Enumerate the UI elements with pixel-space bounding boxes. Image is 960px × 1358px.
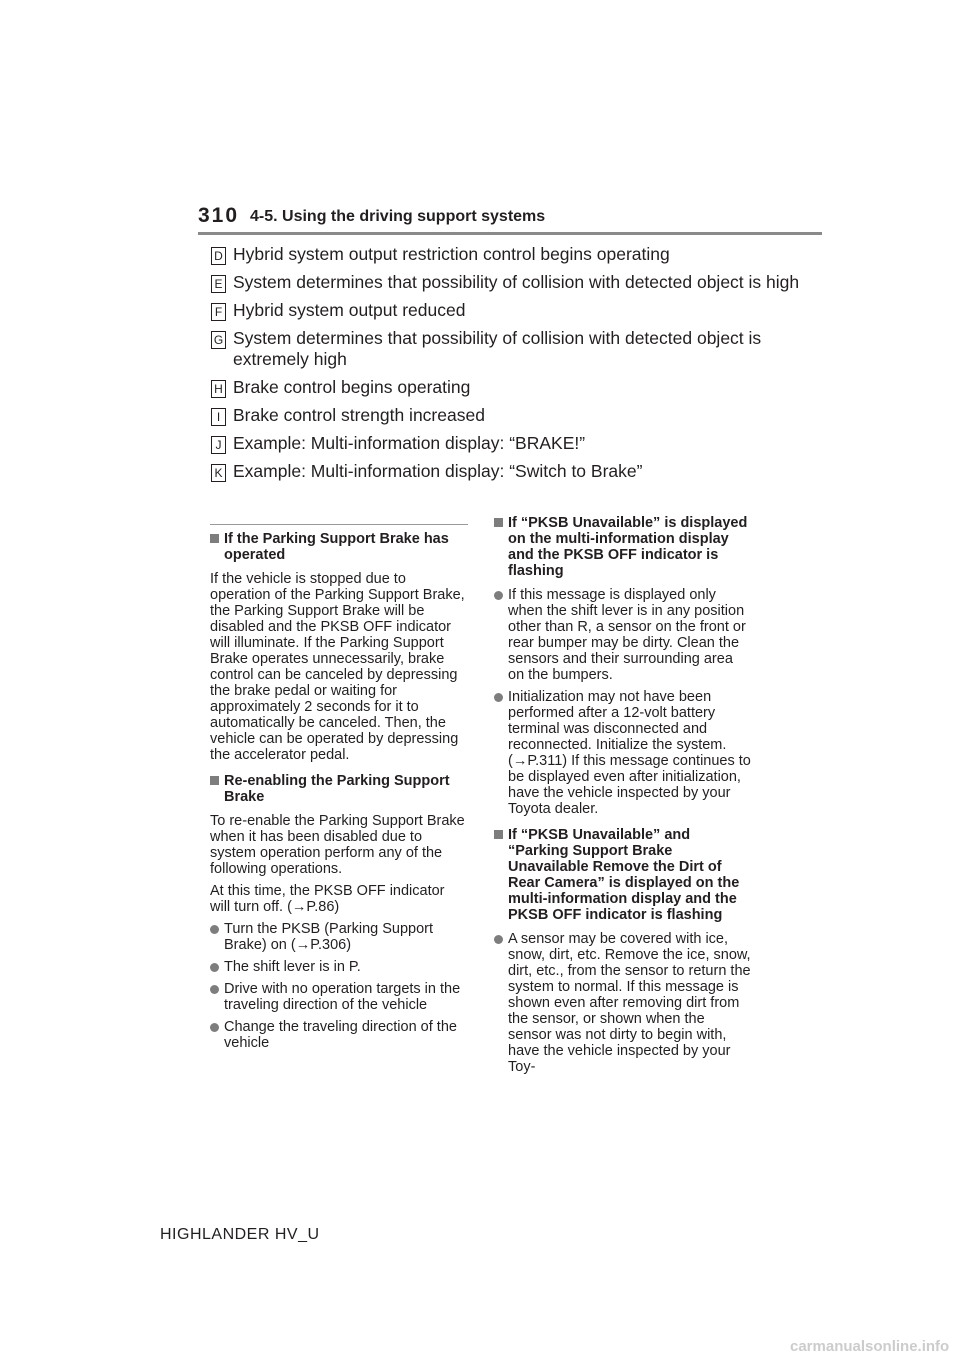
round-bullet-icon bbox=[210, 985, 219, 994]
step-badge: J bbox=[211, 436, 226, 454]
bullet-text: Change the traveling direction of the vehicle bbox=[224, 1019, 457, 1051]
subheading-text: If the Parking Support Brake has operated bbox=[224, 531, 449, 563]
bullet-text: Initialization may not have been performed after a 12-volt battery terminal was disconnected and reconnected. Initialize the system. (→P.311) If this message continues to be displayed even after initialization, have the vehicle inspected by your Toyota dealer. bbox=[508, 689, 751, 817]
bullet-item bbox=[494, 931, 752, 1075]
left-column bbox=[210, 524, 468, 1057]
footer-model: HIGHLANDER HV_U bbox=[160, 1226, 320, 1243]
step-list bbox=[211, 244, 811, 489]
step-item bbox=[211, 433, 811, 454]
bullet-item bbox=[210, 1019, 468, 1051]
step-text: System determines that possibility of collision with detected object is extremely high bbox=[233, 328, 762, 369]
subheading-text: If “PKSB Unavailable” is displayed on the multi-information display and the PKSB OFF indicator is flashing bbox=[508, 515, 748, 579]
round-bullet-icon bbox=[210, 925, 219, 934]
round-bullet-icon bbox=[210, 1023, 219, 1032]
step-item bbox=[211, 272, 811, 293]
step-text: Hybrid system output restriction control begins operating bbox=[233, 244, 670, 264]
step-text: Example: Multi-information display: “BRAKE!” bbox=[233, 433, 586, 453]
step-item bbox=[211, 244, 811, 265]
step-badge: G bbox=[211, 331, 226, 349]
paragraph: If the vehicle is stopped due to operation of the Parking Support Brake, the Parking Support Brake will be disabled and the PKSB OFF indicator will illuminate. If the Parking Support Brake operates unnecessarily, brake control can be canceled by depressing the brake pedal or waiting for approximately 2 seconds for it to automatically be canceled. Then, the vehicle can be operated by depressing the accelerator pedal. bbox=[210, 571, 465, 763]
step-text: System determines that possibility of collision with detected object is high bbox=[233, 272, 800, 292]
paragraph: At this time, the PKSB OFF indicator will turn off. (→P.86) bbox=[210, 883, 445, 915]
square-bullet-icon bbox=[210, 776, 219, 785]
round-bullet-icon bbox=[210, 963, 219, 972]
step-text: Brake control strength increased bbox=[233, 405, 485, 425]
step-text: Example: Multi-information display: “Switch to Brake” bbox=[233, 461, 643, 481]
step-badge: D bbox=[211, 247, 226, 265]
right-column bbox=[494, 515, 752, 1081]
paragraph: To re-enable the Parking Support Brake when it has been disabled due to system operation perform any of the following operations. bbox=[210, 813, 465, 877]
square-bullet-icon bbox=[210, 534, 219, 543]
step-badge: I bbox=[211, 408, 226, 426]
bullet-text: The shift lever is in P. bbox=[224, 959, 361, 975]
step-text: Brake control begins operating bbox=[233, 377, 471, 397]
subheading bbox=[210, 531, 468, 563]
square-bullet-icon bbox=[494, 518, 503, 527]
subheading-text: Re-enabling the Parking Support Brake bbox=[224, 773, 450, 805]
subheading bbox=[210, 773, 468, 805]
subheading-text: If “PKSB Unavailable” and “Parking Support Brake Unavailable Remove the Dirt of Rear Camera” is displayed on the multi-information display and the PKSB OFF indicator is flashing bbox=[508, 827, 740, 923]
square-bullet-icon bbox=[494, 830, 503, 839]
bullet-item bbox=[210, 959, 468, 975]
step-badge: E bbox=[211, 275, 226, 293]
step-item bbox=[211, 405, 811, 426]
subheading bbox=[494, 515, 752, 579]
bullet-item bbox=[210, 921, 468, 953]
bullet-text: Turn the PKSB (Parking Support Brake) on (→P.306) bbox=[224, 921, 434, 953]
bullet-item bbox=[494, 689, 752, 817]
bullet-item bbox=[210, 981, 468, 1013]
bullet-text: Drive with no operation targets in the traveling direction of the vehicle bbox=[224, 981, 461, 1013]
step-badge: K bbox=[211, 464, 226, 482]
round-bullet-icon bbox=[494, 591, 503, 600]
watermark: carmanualsonline.info bbox=[790, 1338, 950, 1355]
step-badge: H bbox=[211, 380, 226, 398]
round-bullet-icon bbox=[494, 935, 503, 944]
header-divider bbox=[198, 232, 822, 235]
bullet-item bbox=[494, 587, 752, 683]
step-text: Hybrid system output reduced bbox=[233, 300, 466, 320]
subheading bbox=[494, 827, 752, 923]
step-item bbox=[211, 377, 811, 398]
round-bullet-icon bbox=[494, 693, 503, 702]
page-number: 310 bbox=[198, 204, 240, 227]
bullet-text: If this message is displayed only when the shift lever is in any position other than R, a sensor on the front or rear bumper may be dirty. Clean the sensors and their surrounding area on the bumpers. bbox=[508, 587, 746, 683]
page-header bbox=[198, 204, 822, 234]
bullet-text: A sensor may be covered with ice, snow, dirt, etc. Remove the ice, snow, dirt, etc., from the sensor to return the system to normal. If this message is shown even after removing dirt from the sensor, or shown when the sensor was not dirty to begin with, have the vehicle inspected by your Toy- bbox=[508, 931, 751, 1075]
step-item bbox=[211, 461, 811, 482]
step-badge: F bbox=[211, 303, 226, 321]
step-item bbox=[211, 328, 811, 370]
section-title: 4-5. Using the driving support systems bbox=[250, 208, 546, 225]
step-item bbox=[211, 300, 811, 321]
